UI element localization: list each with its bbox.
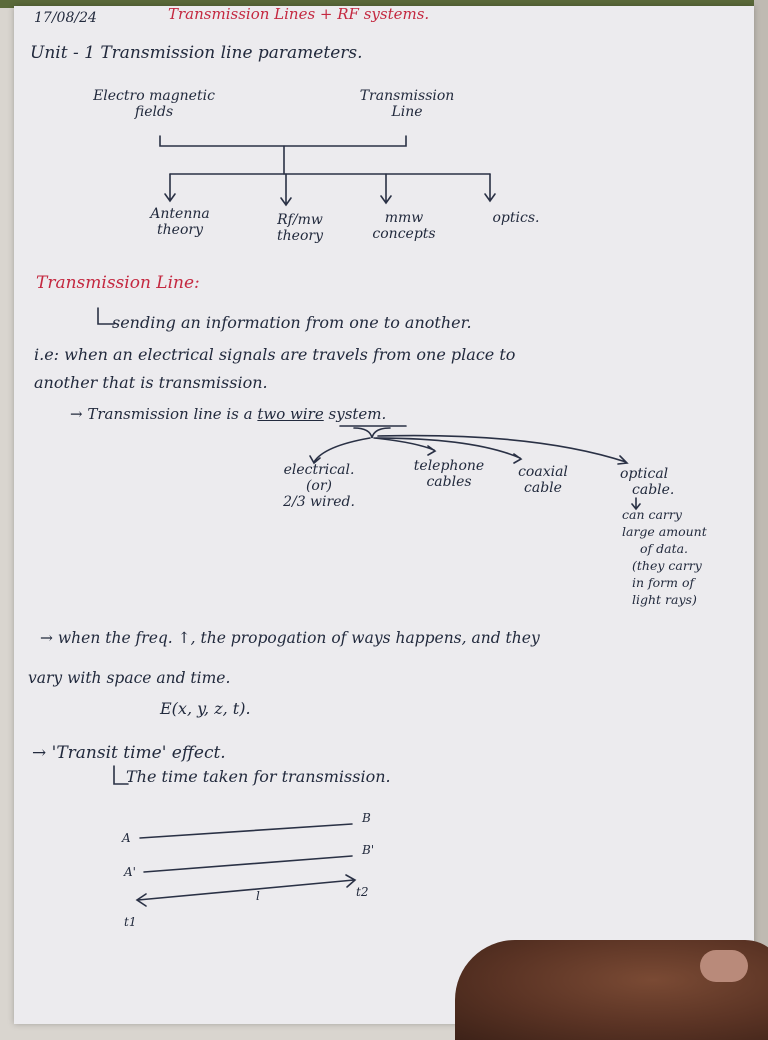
root-tl-line2: Line — [391, 104, 423, 121]
page-date: 17/08/24 — [34, 10, 97, 26]
tree1-arrow-antenna — [165, 174, 175, 201]
label-length-l: l — [256, 889, 260, 903]
root-tl-line1: Transmission — [359, 88, 455, 104]
branch-antenna-l1: Antenna — [150, 206, 210, 222]
tree1-arrow-rf — [281, 174, 291, 205]
branch-telephone-l1: telephone — [413, 458, 485, 474]
branch-electrical-l2: (or) — [305, 478, 333, 495]
optical-note-l4: (they carry — [632, 558, 702, 573]
optical-note-l1: can carry — [622, 507, 682, 522]
branch-rf-l2: theory — [277, 228, 323, 245]
propagation-line1: → when the freq. ↑, the propogation of ways happens, and they — [40, 629, 540, 647]
transit-note: The time taken for transmission. — [126, 767, 391, 786]
branch-electrical-l1: electrical. — [283, 462, 355, 478]
optical-note-l5: in form of — [632, 575, 695, 590]
two-wire-underlined: two wire — [257, 405, 324, 423]
label-t1: t1 — [124, 915, 137, 929]
notebook-page — [14, 6, 754, 1024]
tree2-arrow-telephone — [374, 438, 435, 455]
tree2-arrow-electrical — [310, 438, 370, 463]
branch-mmw-l2: concepts — [372, 226, 436, 243]
label-a-prime: A' — [124, 865, 136, 879]
optical-note-l3: of data. — [640, 541, 689, 556]
branch-electrical-l3: 2/3 wired. — [283, 494, 355, 511]
branch-antenna-l2: theory — [157, 222, 203, 239]
hand-drawn-lines — [14, 6, 754, 1024]
unit-heading: Unit - 1 Transmission line parameters. — [30, 43, 363, 63]
length-arrow-line — [138, 880, 354, 900]
transit-heading: → 'Transit time' effect. — [32, 743, 226, 763]
tree1-top-bar — [160, 136, 406, 146]
optical-note-l6: light rays) — [632, 592, 697, 607]
propagation-equation: E(x, y, z, t). — [160, 699, 251, 718]
section-heading: Transmission Line: — [36, 273, 200, 293]
two-wire-before: → Transmission line is a — [70, 405, 253, 423]
branch-telephone-l2: cables — [426, 474, 472, 491]
optical-note-l2: large amount — [622, 524, 707, 539]
branch-optics-l1: optics. — [492, 210, 540, 226]
label-b-prime: B' — [362, 843, 375, 857]
label-a: A — [122, 831, 131, 845]
tree1-arrow-optics — [485, 174, 495, 201]
page-title: Transmission Lines + RF systems. — [168, 5, 430, 23]
root-em-line1: Electro magnetic — [93, 88, 215, 104]
branch-coaxial-l2: cable — [524, 480, 562, 497]
tree2-arrow-optical — [378, 436, 627, 464]
definition-line2: i.e: when an electrical signals are travels from one place to — [34, 345, 516, 364]
branch-optical-l2: cable. — [632, 482, 675, 499]
root-em-line2: fields — [134, 104, 174, 121]
propagation-line2: vary with space and time. — [28, 669, 231, 687]
branch-coaxial-l1: coaxial — [518, 464, 568, 480]
definition-line3: another that is transmission. — [34, 373, 268, 392]
label-t2: t2 — [356, 885, 369, 899]
branch-mmw-l1: mmw — [384, 210, 424, 226]
optical-note-arrow — [632, 498, 640, 509]
definition-line1: sending an information from one to another. — [112, 313, 472, 332]
branch-optical-l1: optical — [620, 466, 669, 482]
hook-arrow-definition — [98, 308, 114, 324]
line-a-prime-b-prime — [144, 856, 352, 872]
branch-rf-l1: Rf/mw — [277, 212, 323, 228]
hook-arrow-transit — [114, 766, 128, 784]
page-stack-edge — [754, 0, 768, 1024]
label-b: B — [362, 811, 371, 825]
two-wire-after: system. — [328, 405, 387, 423]
finger-nail — [700, 950, 748, 982]
line-a-b — [140, 824, 352, 838]
tree1-arrow-mmw — [381, 174, 391, 203]
